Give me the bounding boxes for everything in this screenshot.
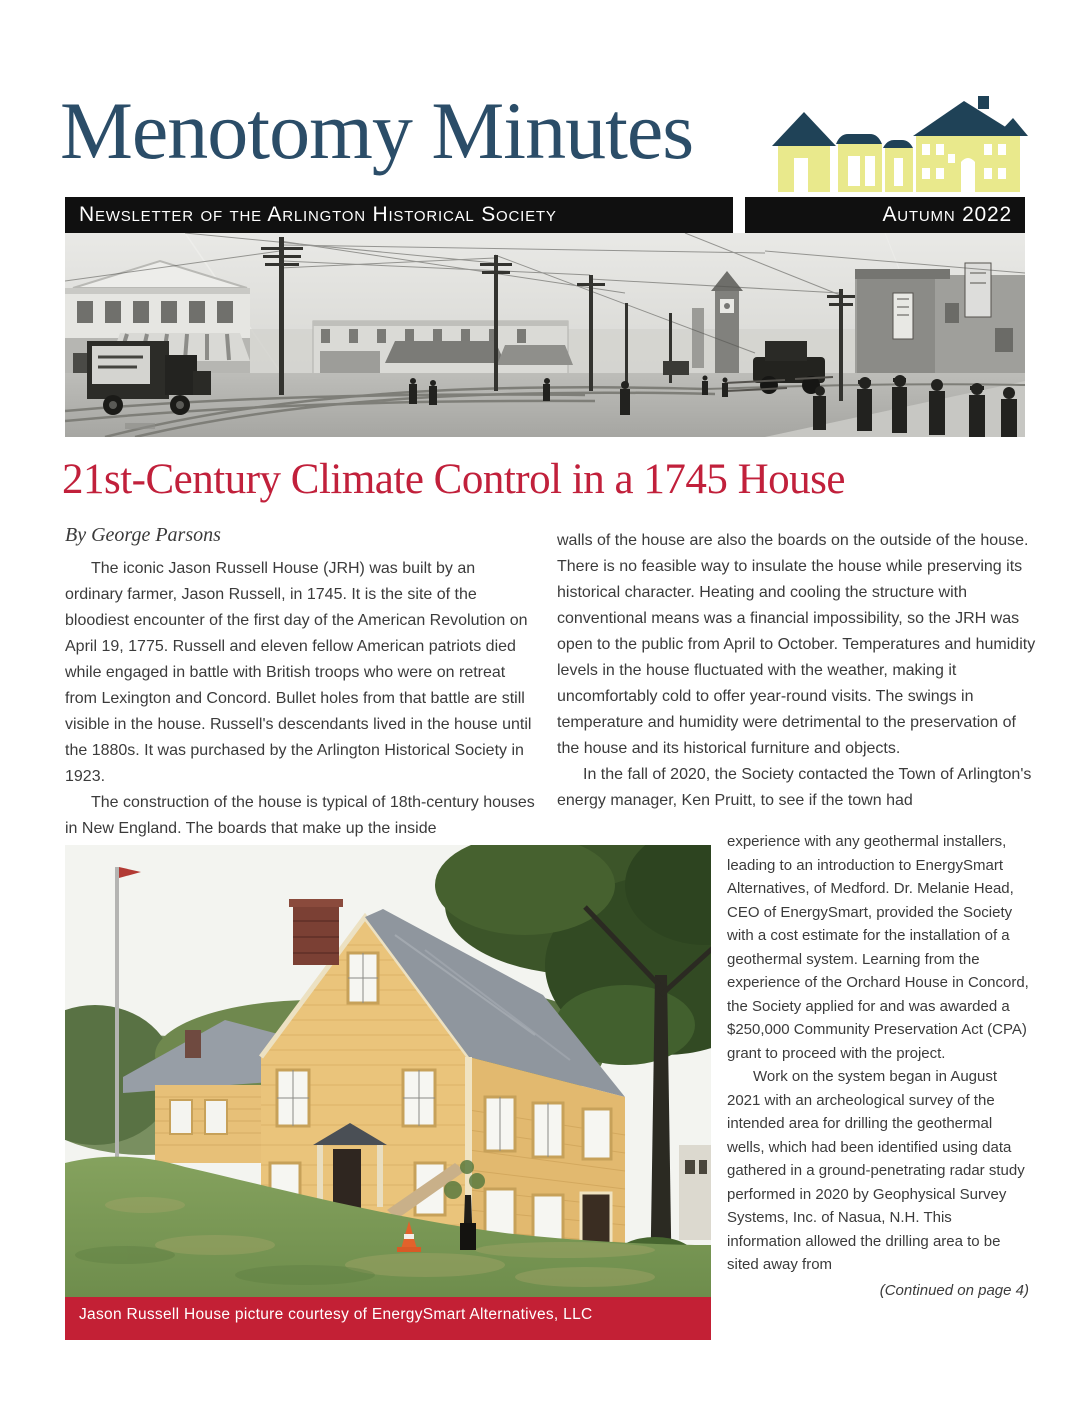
paragraph: experience with any geothermal installers, leading to an introduction to EnergySmart Alternatives, of Medford. Dr. Melanie Head, CEO of EnergySmart, provided the Society with a cost estimate for the installation of a geothermal system. Learning from the experience of the Orchard House in Concord, the Society applied for and was awarded a $250,000 Community Preservation Act (CPA) grant to proceed with the project. bbox=[727, 833, 1029, 1062]
paragraph: walls of the house are also the boards on the outside of the house. There is no feasible way to insulate the house while preserving its historical character. Heating and cooling the structure with conventional means was a financial impossibility, so the JRH was open to the public from April to October. Temperatures and humidity levels in the house fluctuated with the weather, making it uncomfortably cold to offer year-round visits. The swings in temperature and humidity were detrimental to the preservation of the house and its historical furniture and objects. bbox=[557, 532, 1036, 757]
continued-on-page-note: (Continued on page 4) bbox=[879, 1281, 1029, 1299]
article-column-left bbox=[65, 556, 537, 842]
article-headline: 21st-Century Climate Control in a 1745 House bbox=[62, 456, 845, 503]
photo-caption: Jason Russell House picture courtesy of EnergySmart Alternatives, LLC bbox=[65, 1297, 711, 1340]
storefront-block bbox=[313, 321, 573, 379]
article-byline: By George Parsons bbox=[65, 524, 221, 546]
paragraph: In the fall of 2020, the Society contacted the Town of Arlington's energy manager, Ken Pruitt, to see if the town had bbox=[557, 766, 1032, 809]
paragraph: Work on the system began in August 2021 with an archeological survey of the intended area for drilling the geothermal wells, which had been identified using data gathered in a ground-penetrating radar study performed in 2020 by Geophysical Survey Systems, Inc. of Nasua, N.H. This information allowed the drilling area to be sited away from bbox=[727, 1068, 1025, 1273]
paragraph: The construction of the house is typical of 18th-century houses in New England. The boards that make up the inside bbox=[65, 794, 535, 837]
jason-russell-house-photo bbox=[65, 845, 711, 1297]
paragraph: The iconic Jason Russell House (JRH) was built by an ordinary farmer, Jason Russell, in 1745. It is the site of the bloodiest encounter of the first day of the American Revolution on April 19, 1775. Russell and eleven fellow American patriots died while engaged in battle with British troops who were on retreat from Lexington and Concord. Bullet holes from that battle are still visible in the house. Russell's descendants lived in the house until the 1880s. It was purchased by the Arlington Historical Society in 1923. bbox=[65, 560, 532, 785]
article-column-right bbox=[557, 528, 1039, 814]
banner-issue-date: Autumn 2022 bbox=[745, 197, 1025, 233]
historic-street-panorama-photo bbox=[65, 233, 1025, 437]
banner-society-name: Newsletter of the Arlington Historical Society bbox=[65, 197, 733, 233]
village-houses-icon bbox=[770, 96, 1028, 198]
masthead-title: Menotomy Minutes bbox=[60, 85, 694, 176]
article-column-right-narrow bbox=[727, 830, 1029, 1302]
